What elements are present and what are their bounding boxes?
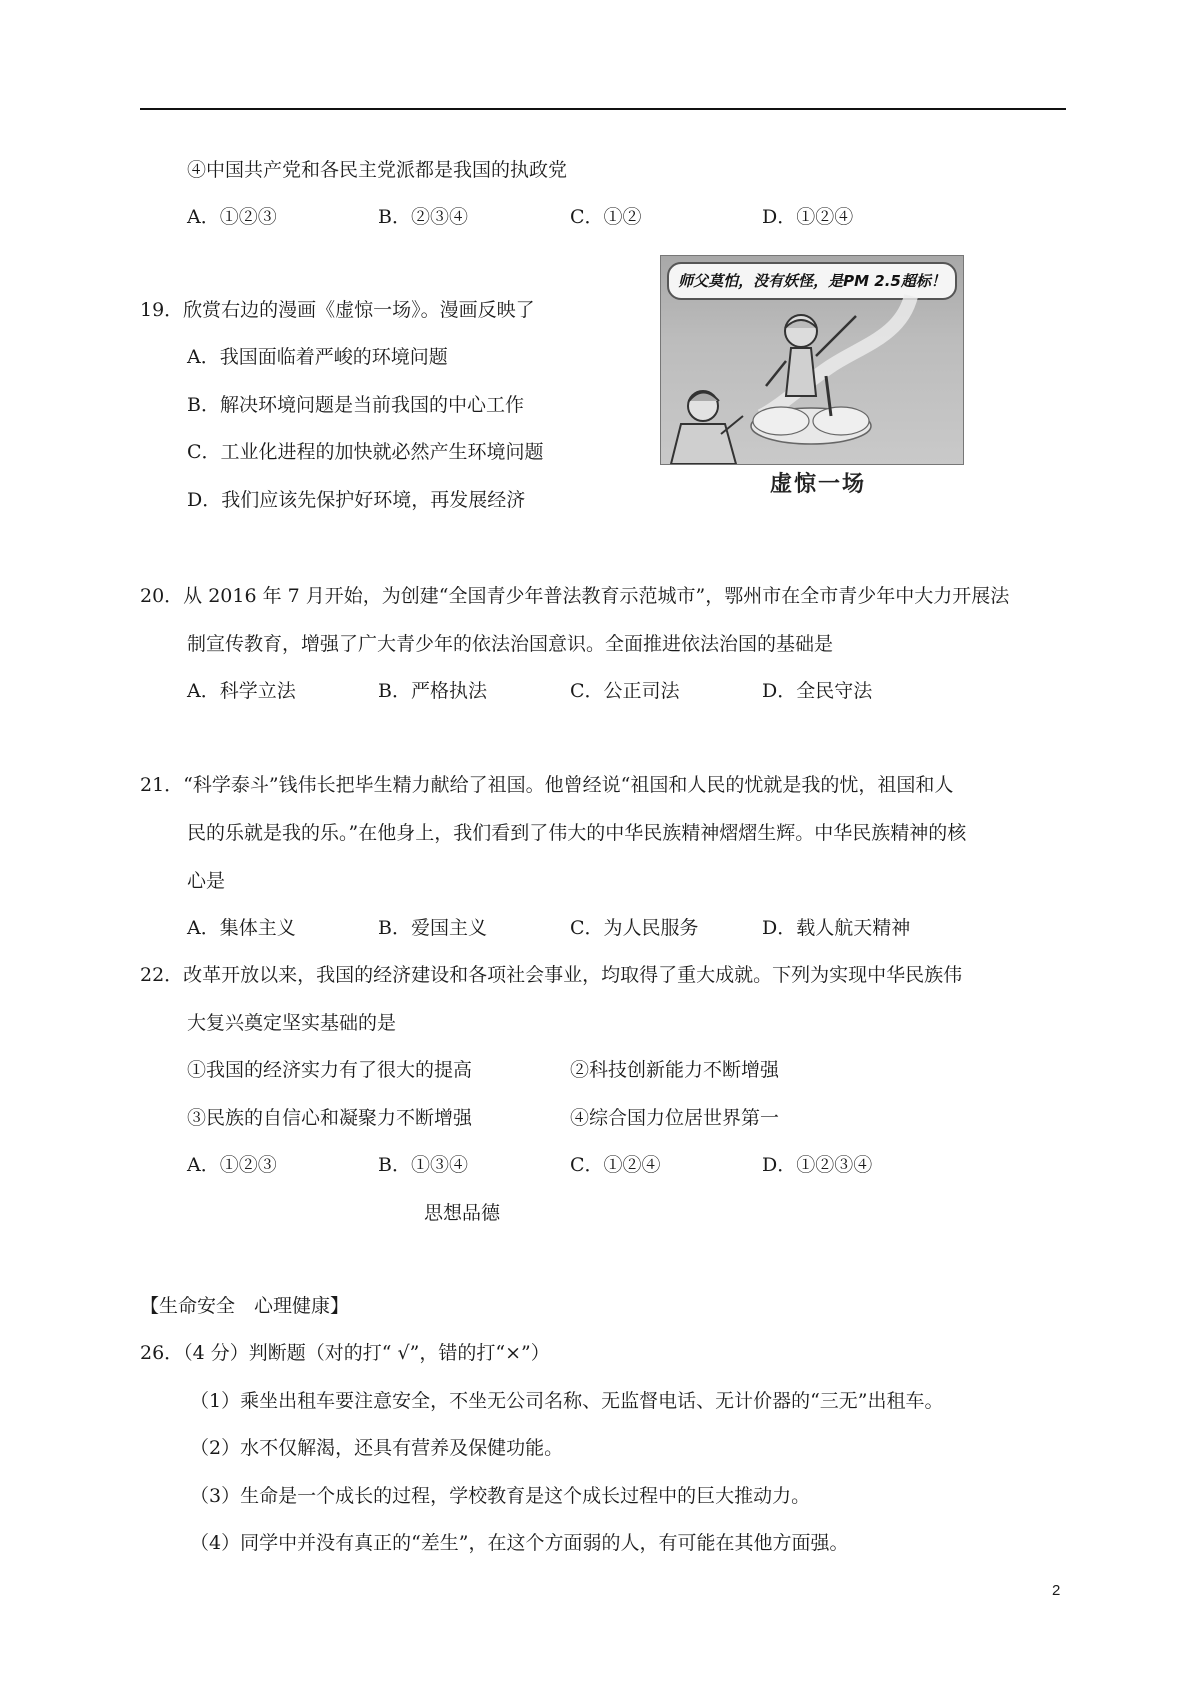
q21-line3: 心是 <box>187 870 226 892</box>
q26-statement-4: （4）同学中并没有真正的“差生”，在这个方面弱的人，有可能在其他方面强。 <box>190 1532 849 1554</box>
q21-option-a: A．集体主义 <box>187 917 296 939</box>
q22-option-c: C．①②④ <box>570 1154 661 1176</box>
subject-label: 思想品德 <box>424 1202 501 1224</box>
q19-option-a: A．我国面临着严峻的环境问题 <box>187 346 448 368</box>
cartoon-caption: 虚惊一场 <box>770 472 867 497</box>
q26-stem: 26．（4 分）判断题（对的打“ √”，错的打“×”） <box>140 1342 550 1364</box>
cartoon-speech-bubble: 师父莫怕，没有妖怪，是PM 2.5超标！ <box>667 262 957 300</box>
q22-line2: 大复兴奠定坚实基础的是 <box>187 1012 397 1034</box>
q20-option-d: D．全民守法 <box>762 680 873 702</box>
q18-item4: ④中国共产党和各民主党派都是我国的执政党 <box>187 159 568 181</box>
cartoon-figures-icon <box>661 256 963 464</box>
q20-line2: 制宣传教育，增强了广大青少年的依法治国意识。全面推进依法治国的基础是 <box>187 633 834 655</box>
q21-option-d: D．载人航天精神 <box>762 917 911 939</box>
header-rule <box>140 108 1066 110</box>
q26-statement-3: （3）生命是一个成长的过程，学校教育是这个成长过程中的巨大推动力。 <box>190 1485 811 1507</box>
page-number: 2 <box>1052 1582 1061 1599</box>
q22-option-a: A．①②③ <box>187 1154 277 1176</box>
q20-option-b: B．严格执法 <box>378 680 487 702</box>
q26-statement-1: （1）乘坐出租车要注意安全，不坐无公司名称、无监督电话、无计价器的“三无”出租车。 <box>190 1390 944 1412</box>
q18-option-a: A．①②③ <box>187 206 277 228</box>
q21-line1: 21．“科学泰斗”钱伟长把毕生精力献给了祖国。他曾经说“祖国和人民的忧就是我的忧，祖国和人 <box>140 774 954 796</box>
q19-option-b: B．解决环境问题是当前我国的中心工作 <box>187 394 524 416</box>
q22-line1: 22．改革开放以来，我国的经济建设和各项社会事业，均取得了重大成就。下列为实现中华民族伟 <box>140 964 963 986</box>
q18-option-b: B．②③④ <box>378 206 468 228</box>
section-title: 【生命安全 心理健康】 <box>140 1295 350 1317</box>
q18-option-d: D．①②④ <box>762 206 854 228</box>
q22-item-3: ③民族的自信心和凝聚力不断增强 <box>187 1107 473 1129</box>
cartoon-image <box>660 255 964 465</box>
q20-option-c: C．公正司法 <box>570 680 680 702</box>
q22-option-b: B．①③④ <box>378 1154 468 1176</box>
q19-option-c: C．工业化进程的加快就必然产生环境问题 <box>187 441 544 463</box>
q22-item-1: ①我国的经济实力有了很大的提高 <box>187 1059 473 1081</box>
q22-item-4: ④综合国力位居世界第一 <box>570 1107 780 1129</box>
q21-option-c: C．为人民服务 <box>570 917 699 939</box>
q22-item-2: ②科技创新能力不断增强 <box>570 1059 780 1081</box>
q19-stem: 19．欣赏右边的漫画《虚惊一场》。漫画反映了 <box>140 299 535 321</box>
q20-line1: 20．从 2016 年 7 月开始，为创建“全国青少年普法教育示范城市”，鄂州市在全市青少年中大力开展法 <box>140 585 1010 607</box>
q26-statement-2: （2）水不仅解渴，还具有营养及保健功能。 <box>190 1437 564 1459</box>
q21-line2: 民的乐就是我的乐。”在他身上，我们看到了伟大的中华民族精神熠熠生辉。中华民族精神的核 <box>187 822 967 844</box>
q20-option-a: A．科学立法 <box>187 680 296 702</box>
q19-option-d: D．我们应该先保护好环境，再发展经济 <box>187 489 526 511</box>
q21-option-b: B．爱国主义 <box>378 917 487 939</box>
q18-option-c: C．①② <box>570 206 642 228</box>
q22-option-d: D．①②③④ <box>762 1154 873 1176</box>
